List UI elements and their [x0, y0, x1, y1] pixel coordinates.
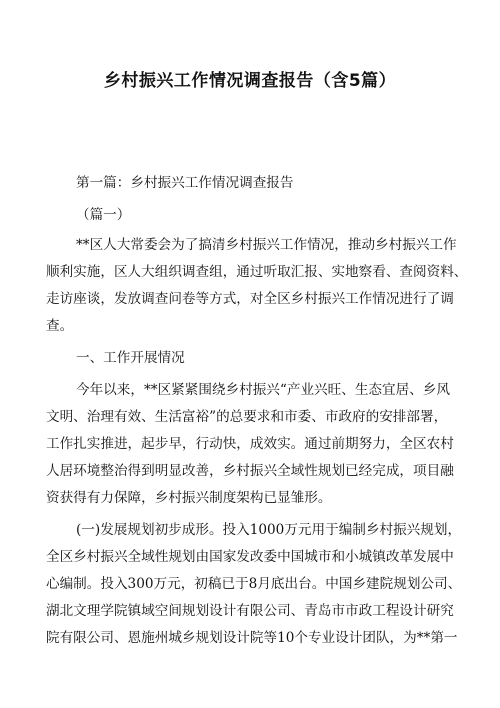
paragraph-line: 全区乡村振兴全域性规划由国家发改委中国城市和小城镇改革发展中 [46, 549, 454, 565]
intro-line: 查。 [46, 318, 74, 334]
paragraph-line: 心编制。投入300万元，初稿已于8月底出台。中国乡建院规划公司、 [46, 576, 462, 592]
paragraph-line: 人居环境整治得到明显改善，乡村振兴全域性规划已经完成，项目融 [46, 463, 454, 479]
paragraph-line: 院有限公司、恩施州城乡规划设计院等10个专业设计团队，为**第一 [46, 630, 458, 646]
paragraph-line: (一)发展规划初步成形。投入1000万元用于编制乡村振兴规划， [76, 522, 462, 538]
section-heading: 第一篇：乡村振兴工作情况调查报告 [76, 175, 294, 191]
paragraph-line: 湖北文理学院镇域空间规划设计有限公司、青岛市市政工程设计研究 [46, 603, 454, 619]
paragraph-line: 文明、治理有效、生活富裕”的总要求和市委、市政府的安排部署， [46, 409, 448, 425]
intro-line: 顺利实施，区人大组织调查组，通过听取汇报、实地察看、查阅资料、 [46, 264, 468, 280]
section-heading-1: 一、工作开展情况 [76, 350, 185, 366]
paragraph-line: 资获得有力保障，乡村振兴制度架构已显雏形。 [46, 490, 332, 506]
paragraph-line: 今年以来，**区紧紧围绕乡村振兴“产业兴旺、生态宜居、乡风 [76, 382, 450, 398]
paragraph-line: 工作扎实推进，起步早，行动快，成效实。通过前期努力，全区农村 [46, 436, 454, 452]
intro-line: 走访座谈，发放调查问卷等方式，对全区乡村振兴工作情况进行了调 [46, 291, 454, 307]
intro-line: **区人大常委会为了搞清乡村振兴工作情况，推动乡村振兴工作 [76, 237, 457, 253]
document-title: 乡村振兴工作情况调查报告（含5篇） [103, 71, 397, 91]
part-label: （篇一） [76, 207, 131, 223]
